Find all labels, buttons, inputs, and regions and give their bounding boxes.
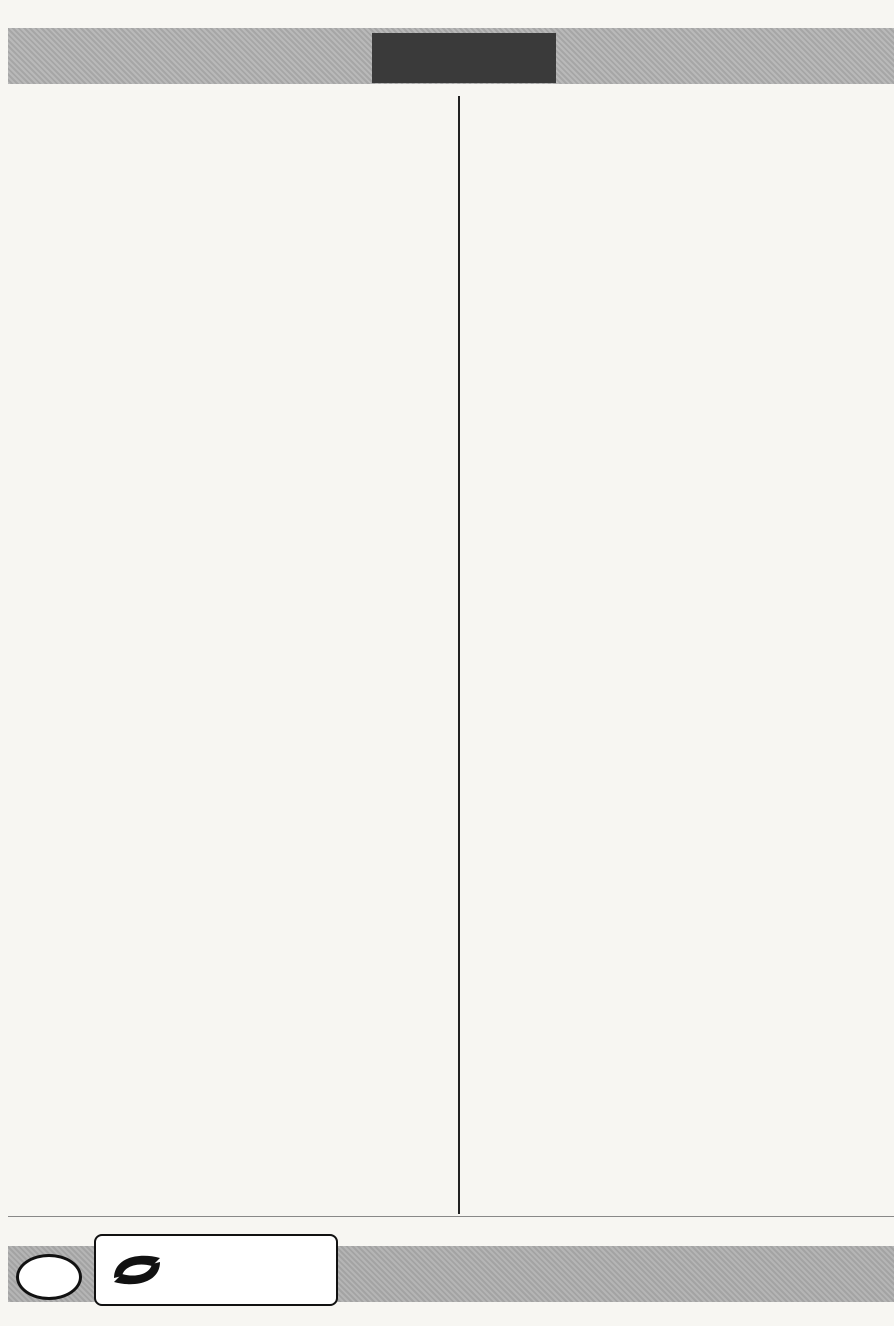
- bottom-divider: [8, 1216, 894, 1217]
- publisher-logo-icon: [108, 1248, 166, 1292]
- page-title: [372, 33, 556, 83]
- page-number: [16, 1254, 82, 1300]
- publisher-logo: [94, 1234, 338, 1306]
- column-divider: [458, 96, 460, 1214]
